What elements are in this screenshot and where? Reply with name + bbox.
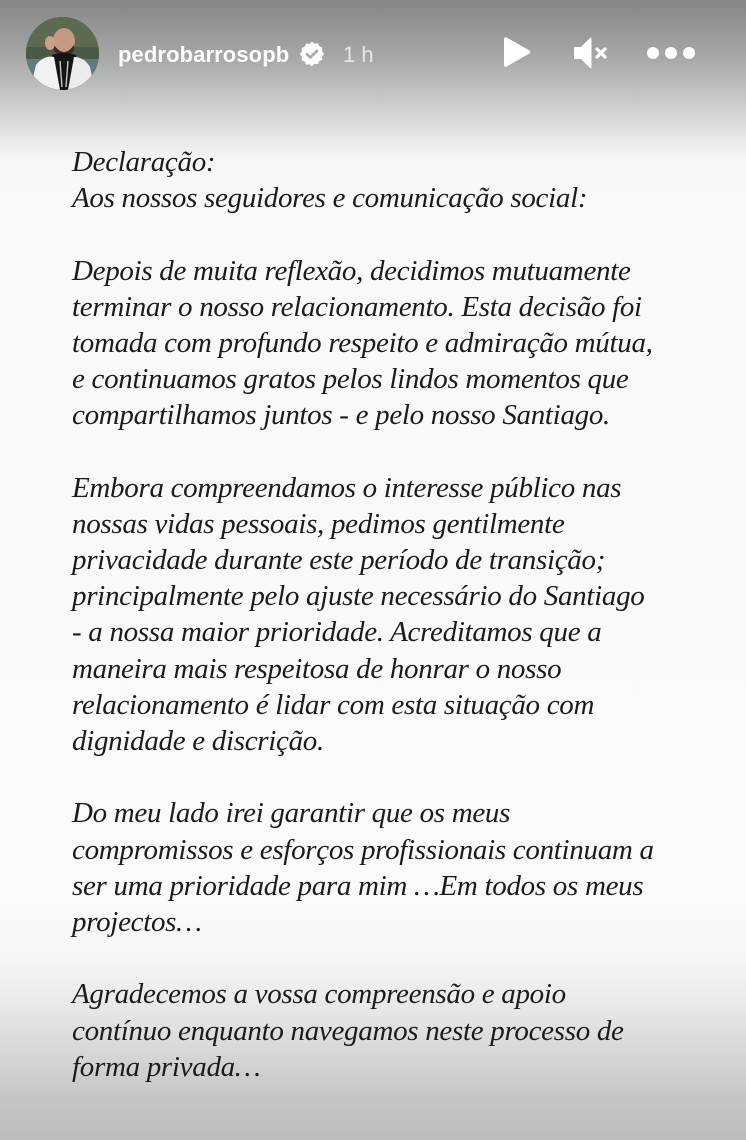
paragraph-2-line: relacionamento é lidar com esta situação com <box>72 688 595 721</box>
paragraph-gap <box>72 434 712 470</box>
story-header <box>0 0 746 110</box>
paragraph-2-line: dignidade e discrição. <box>72 725 324 757</box>
paragraph-4-line: Agradecemos a vossa compreensão e apoio <box>72 978 566 1011</box>
statement-subtitle: Aos nossos seguidores e comunicação social: <box>72 182 588 215</box>
paragraph-3-line: Do meu lado irei garantir que os meus <box>72 797 511 830</box>
speaker-muted-icon <box>572 35 610 71</box>
paragraph-gap <box>72 940 712 976</box>
paragraph-2-line: Embora compreendamos o interesse público nas <box>72 471 622 504</box>
statement-title: Declaração: <box>72 146 216 178</box>
paragraph-2-line: privacidade durante este período de transição; <box>72 544 606 577</box>
post-timestamp: 1 h <box>343 42 374 67</box>
play-button[interactable] <box>495 30 537 76</box>
paragraph-1-line: tomada com profundo respeito e admiração mútua, <box>72 326 653 359</box>
paragraph-3-line: projectos… <box>72 905 202 938</box>
play-icon <box>500 35 532 71</box>
statement-text <box>72 144 712 1085</box>
paragraph-3-line: ser uma prioridade para mim …Em todos os meus <box>72 869 644 902</box>
paragraph-2-line: - a nossa maior prioridade. Acreditamos que a <box>72 616 602 649</box>
paragraph-4-line: forma privada… <box>72 1050 261 1083</box>
paragraph-4-line: contínuo enquanto navegamos neste processo de <box>72 1014 624 1047</box>
mute-toggle-button[interactable] <box>568 30 614 76</box>
paragraph-3-line: compromissos e esforços profissionais continuam a <box>72 833 654 866</box>
paragraph-1-line: Depois de muita reflexão, decidimos mutuamente <box>72 254 631 287</box>
avatar[interactable] <box>26 17 99 90</box>
profile-photo-icon <box>26 17 99 90</box>
paragraph-gap <box>72 759 712 795</box>
more-options-button[interactable] <box>643 30 699 76</box>
paragraph-2-line: maneira mais respeitosa de honrar o nosso <box>72 652 562 685</box>
paragraph-1-line: e continuamos gratos pelos lindos momentos que <box>72 363 629 396</box>
more-options-icon <box>645 45 697 61</box>
username[interactable]: pedrobarrosopb <box>118 42 290 67</box>
paragraph-2-line: principalmente pelo ajuste necessário do Santiago <box>72 580 645 613</box>
paragraph-1-line: compartilhamos juntos - e pelo nosso Santiago. <box>72 399 610 432</box>
verified-badge-icon <box>298 40 326 68</box>
paragraph-1-line: terminar o nosso relacionamento. Esta decisão foi <box>72 290 642 323</box>
paragraph-gap <box>72 216 712 252</box>
paragraph-2-line: nossas vidas pessoais, pedimos gentilmente <box>72 507 565 540</box>
